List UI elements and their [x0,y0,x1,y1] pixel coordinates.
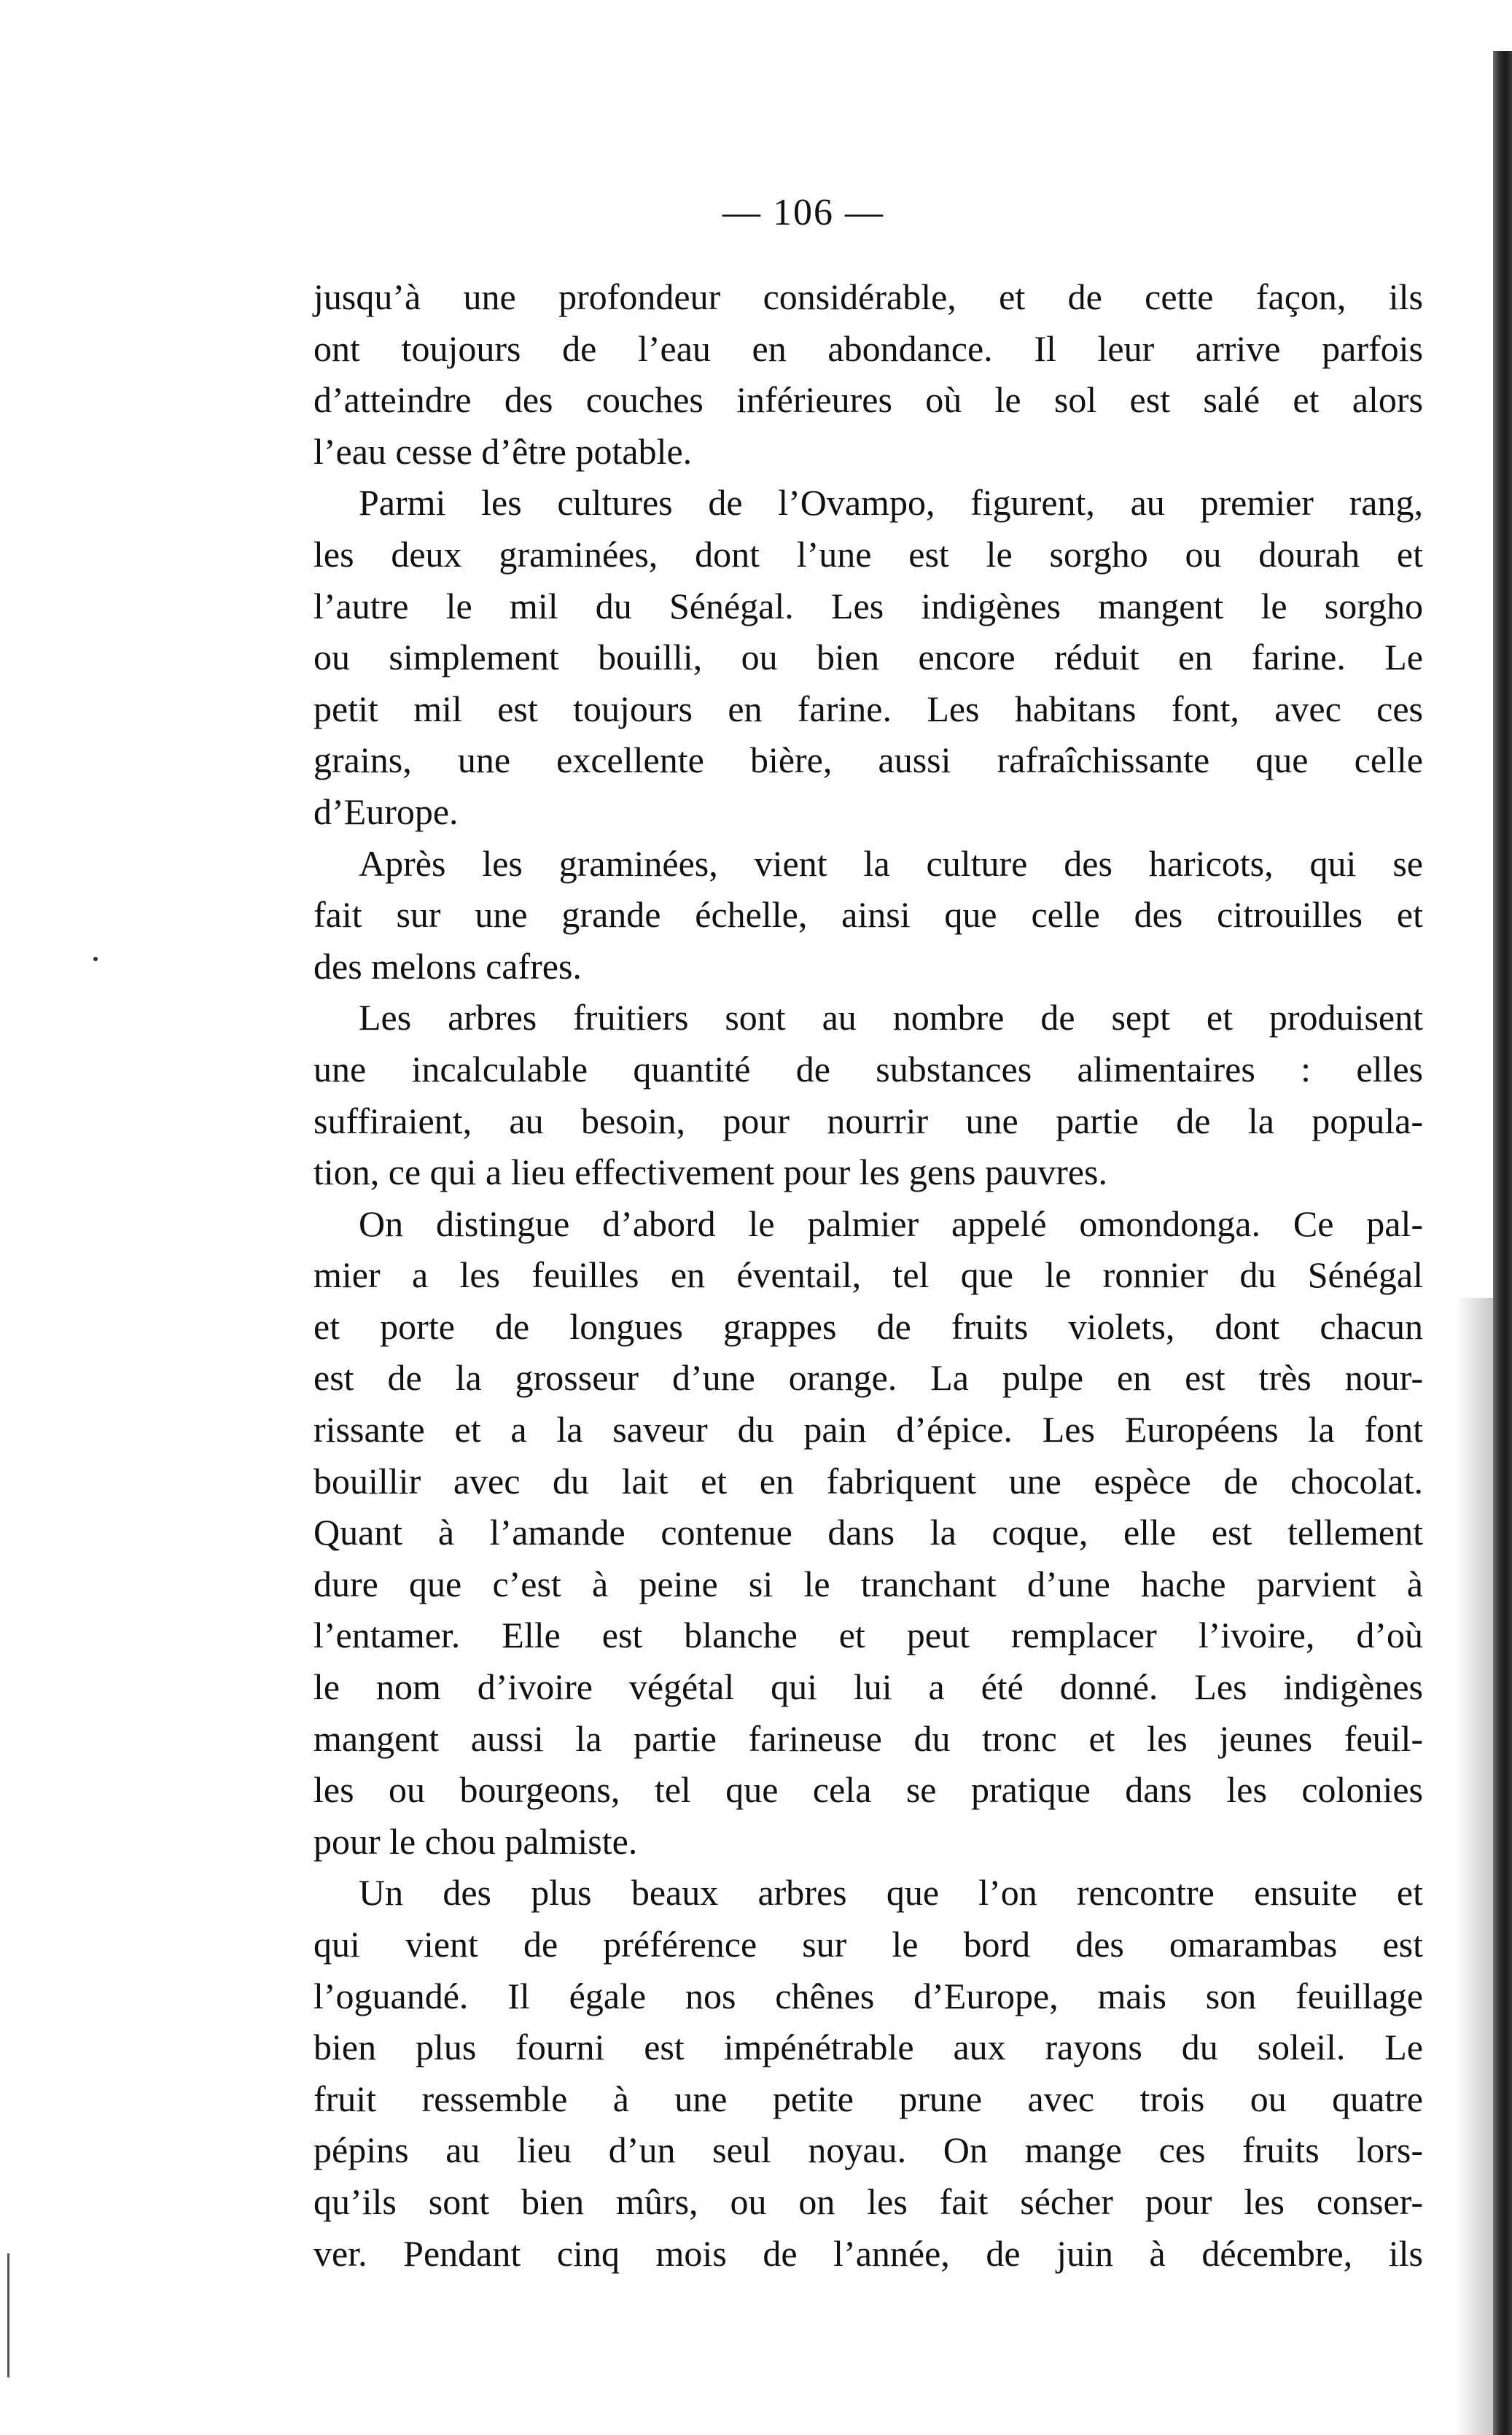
text-line: qui vient de préférence sur le bord des omarambas est [313,1924,1423,1965]
text-line: fait sur une grande échelle, ainsi que celle des citrouilles et [313,894,1423,936]
text-line: grains, une excellente bière, aussi rafraîchissante que celle [313,739,1423,781]
binding-shadow [1455,1298,1493,2435]
text-line: fruit ressemble à une petite prune avec trois ou quatre [313,2078,1423,2119]
text-line: l’autre le mil du Sénégal. Les indigènes mangent le sorgho [313,585,1423,626]
text-line: tion, ce qui a lieu effectivement pour les gens pauvres. [313,1152,1107,1193]
text-line: bouillir avec du lait et en fabriquent une espèce de chocolat. [313,1460,1423,1502]
text-line: rissante et a la saveur du pain d’épice. Les Européens la font [313,1409,1423,1450]
text-line: le nom d’ivoire végétal qui lui a été donné. Les indigènes [313,1666,1423,1708]
margin-mark [7,2253,9,2377]
text-line: dure que c’est à peine si le tranchant d’une hache parvient à [313,1563,1423,1604]
text-line: l’oguandé. Il égale nos chênes d’Europe, mais son feuillage [313,1975,1423,2016]
text-line: qu’ils sont bien mûrs, ou on les fait sécher pour les conser- [313,2180,1423,2222]
text-line: suffiraient, au besoin, pour nourrir une partie de la popula- [313,1100,1423,1141]
text-line: jusqu’à une profondeur considérable, et de cette façon, ils [313,276,1423,317]
margin-dot [93,957,98,961]
body-text [313,271,1423,2279]
text-line: ont toujours de l’eau en abondance. Il leur arrive parfois [313,327,1423,369]
text-line: les deux graminées, dont l’une est le sorgho ou dourah et [313,533,1423,575]
text-line: pépins au lieu d’un seul noyau. On mange ces fruits lors- [313,2129,1423,2171]
text-line: On distingue d’abord le palmier appelé omondonga. Ce pal- [359,1203,1423,1244]
text-line: Un des plus beaux arbres que l’on rencontre ensuite et [359,1872,1423,1914]
text-line: d’Europe. [313,791,459,832]
text-line: les ou bourgeons, tel que cela se pratique dans les colonies [313,1769,1423,1811]
text-line: des melons cafres. [313,945,582,987]
text-line: bien plus fourni est impénétrable aux rayons du soleil. Le [313,2027,1423,2068]
text-line: ou simplement bouilli, ou bien encore réduit en farine. Le [313,637,1423,678]
text-line: et porte de longues grappes de fruits violets, dont chacun [313,1305,1423,1347]
text-line: mier a les feuilles en éventail, tel que le ronnier du Sénégal [313,1254,1423,1296]
text-line: Les arbres fruitiers sont au nombre de sept et produisent [359,997,1423,1038]
page-number [95,191,1512,234]
text-line: est de la grosseur d’une orange. La pulpe en est très nour- [313,1357,1423,1399]
text-line: mangent aussi la partie farineuse du tronc et les jeunes feuil- [313,1717,1423,1759]
text-line: l’eau cesse d’être potable. [313,430,693,472]
text-line: petit mil est toujours en farine. Les habitans font, avec ces [313,688,1423,729]
text-line: une incalculable quantité de substances alimentaires : elles [313,1048,1423,1090]
text-line: Quant à l’amande contenue dans la coque, elle est tellement [313,1512,1423,1553]
text-line: pour le chou palmiste. [313,1820,638,1862]
text-line: d’atteindre des couches inférieures où le sol est salé et alors [313,379,1423,421]
text-line: Après les graminées, vient la culture des haricots, qui se [359,842,1423,884]
text-line: l’entamer. Elle est blanche et peut remplacer l’ivoire, d’où [313,1615,1423,1656]
text-line: ver. Pendant cinq mois de l’année, de juin à décembre, ils [313,2232,1423,2274]
page-binding-edge [1493,51,1512,2435]
text-line: Parmi les cultures de l’Ovampo, figurent, au premier rang, [359,482,1423,524]
page-number-text: — 106 — [722,192,884,233]
